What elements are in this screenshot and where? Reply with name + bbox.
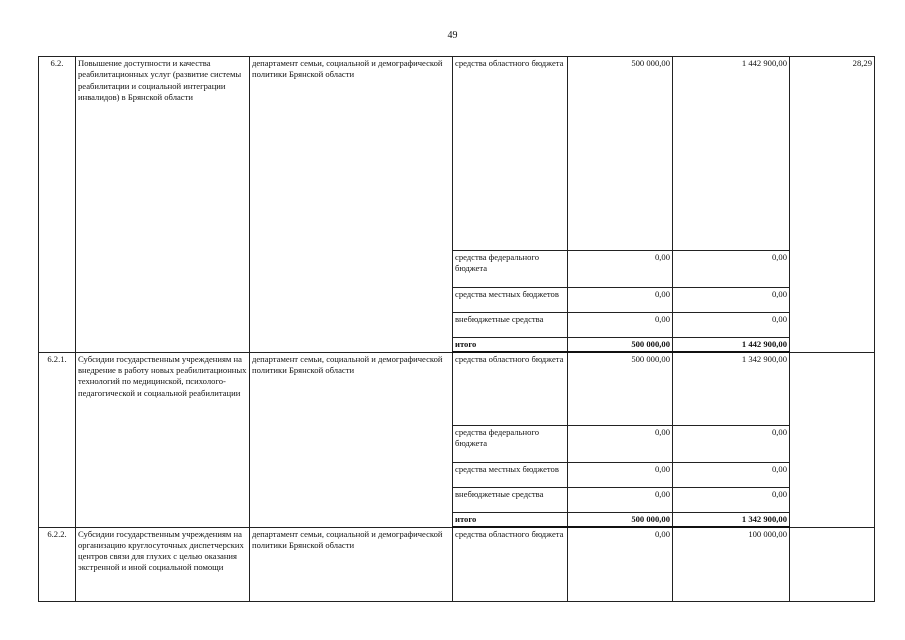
measure-title: Субсидии государственным учреждениям на внедрение в работу новых реабилитационных технологий по медицинской, психолого-педагогической и социальной реабилитации — [76, 352, 250, 527]
actual-amount: 0,00 — [673, 313, 790, 338]
planned-amount: 0,00 — [568, 288, 673, 313]
funding-source: средства областного бюджета — [453, 57, 568, 251]
actual-amount: 0,00 — [673, 487, 790, 512]
executor: департамент семьи, социальной и демографической политики Брянской области — [250, 352, 453, 527]
execution-percent — [790, 527, 875, 601]
actual-amount-total: 1 342 900,00 — [673, 512, 790, 527]
actual-amount: 0,00 — [673, 251, 790, 288]
budget-table — [38, 56, 875, 602]
execution-percent: 28,29 — [790, 57, 875, 353]
funding-source: внебюджетные средства — [453, 313, 568, 338]
funding-source: средства областного бюджета — [453, 527, 568, 601]
funding-source: средства федерального бюджета — [453, 425, 568, 462]
funding-source: средства областного бюджета — [453, 352, 568, 425]
measure-title: Повышение доступности и качества реабилитационных услуг (развитие системы реабилитации и социальной интеграции инвалидов) в Брянской области — [76, 57, 250, 353]
planned-amount: 0,00 — [568, 251, 673, 288]
actual-amount: 1 342 900,00 — [673, 352, 790, 425]
planned-amount-total: 500 000,00 — [568, 512, 673, 527]
funding-source: средства местных бюджетов — [453, 288, 568, 313]
funding-source: средства федерального бюджета — [453, 251, 568, 288]
executor: департамент семьи, социальной и демографической политики Брянской области — [250, 57, 453, 353]
page-number: 49 — [447, 30, 458, 41]
funding-source: внебюджетные средства — [453, 487, 568, 512]
funding-source-total: итого — [453, 338, 568, 353]
execution-percent — [790, 352, 875, 527]
actual-amount: 100 000,00 — [673, 527, 790, 601]
planned-amount: 0,00 — [568, 462, 673, 487]
planned-amount: 500 000,00 — [568, 352, 673, 425]
executor: департамент семьи, социальной и демографической политики Брянской области — [250, 527, 453, 601]
actual-amount: 0,00 — [673, 462, 790, 487]
table-row — [39, 527, 875, 601]
actual-amount: 0,00 — [673, 288, 790, 313]
table-row — [39, 352, 875, 425]
planned-amount: 0,00 — [568, 313, 673, 338]
planned-amount: 0,00 — [568, 527, 673, 601]
planned-amount: 500 000,00 — [568, 57, 673, 251]
planned-amount: 0,00 — [568, 425, 673, 462]
funding-source-total: итого — [453, 512, 568, 527]
funding-source: средства местных бюджетов — [453, 462, 568, 487]
actual-amount: 1 442 900,00 — [673, 57, 790, 251]
measure-title: Субсидии государственным учреждениям на организацию круглосуточных диспетчерских центров связи для глухих с целью оказания экстренной и иной социальной помощи — [76, 527, 250, 601]
planned-amount-total: 500 000,00 — [568, 338, 673, 353]
actual-amount-total: 1 442 900,00 — [673, 338, 790, 353]
row-number: 6.2. — [39, 57, 76, 353]
row-number: 6.2.2. — [39, 527, 76, 601]
actual-amount: 0,00 — [673, 425, 790, 462]
row-number: 6.2.1. — [39, 352, 76, 527]
table-row — [39, 57, 875, 251]
planned-amount: 0,00 — [568, 487, 673, 512]
